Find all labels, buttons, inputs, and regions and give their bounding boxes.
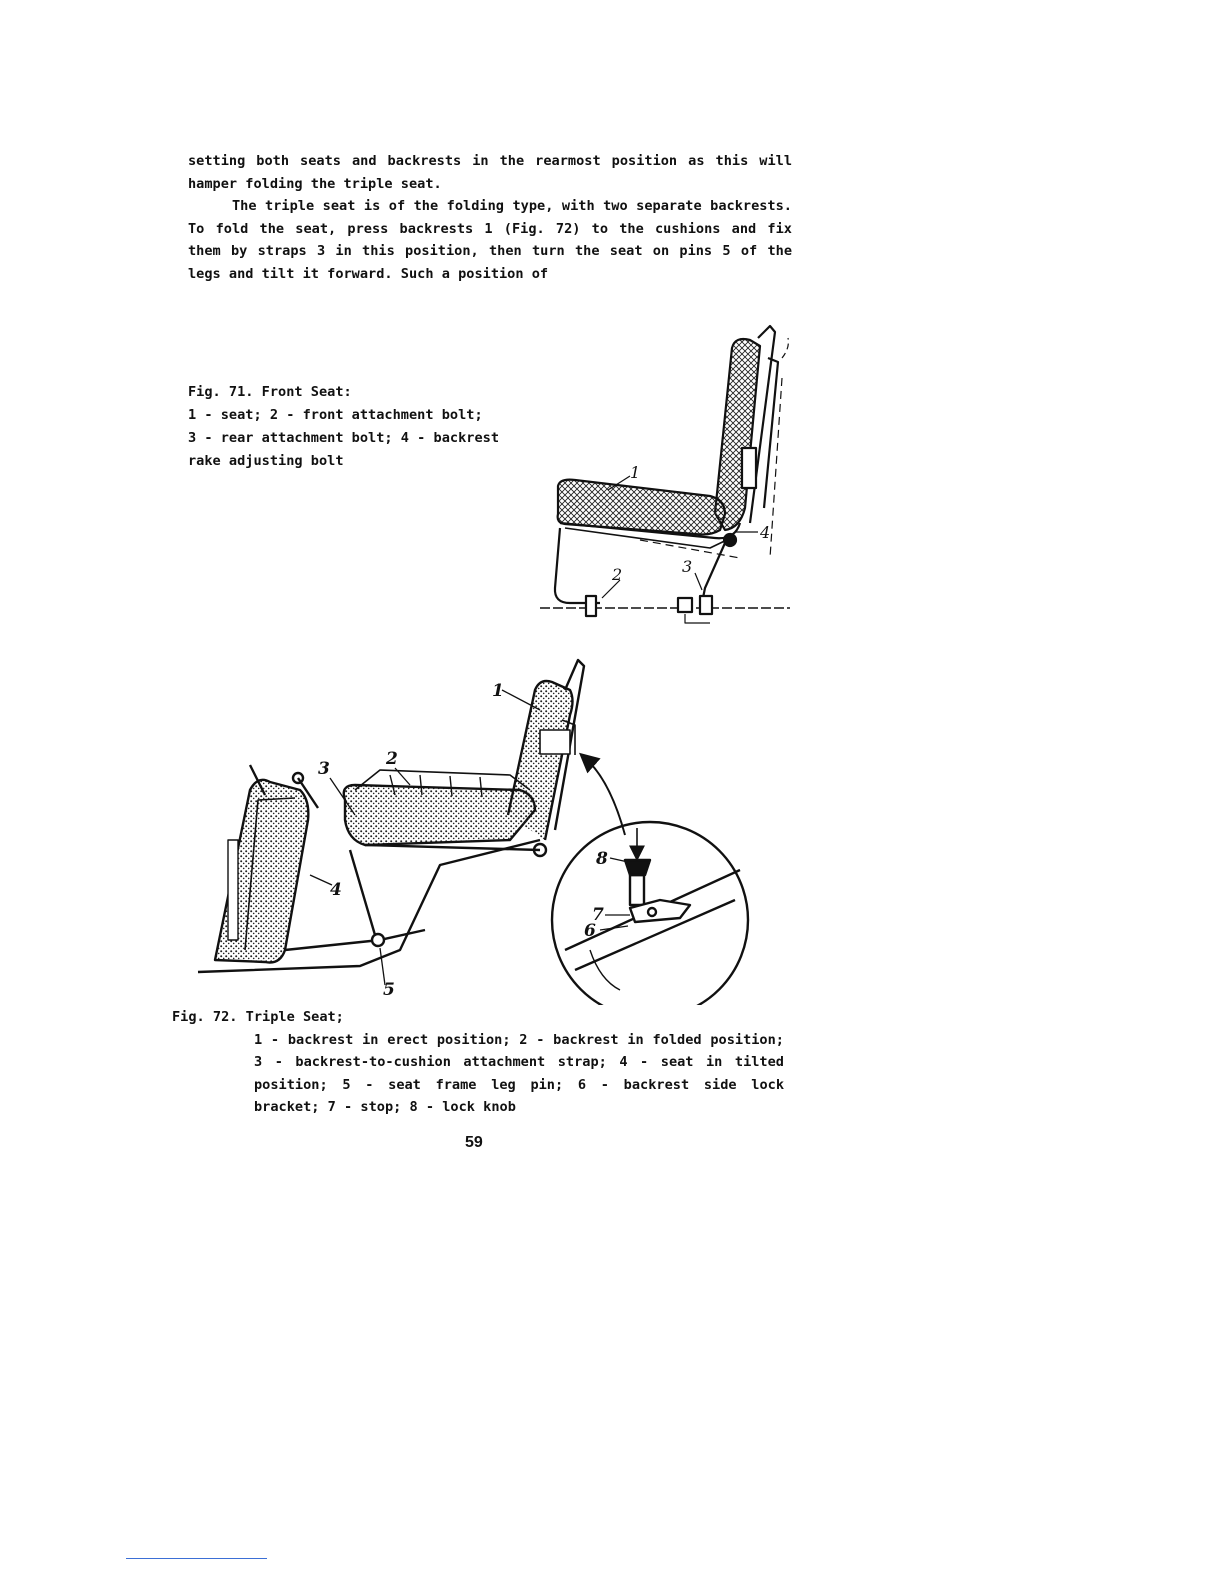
figure-72-caption-body: 1 - backrest in erect position; 2 - backrest in folded position; 3 - backrest-to-cushion attachment strap; 4 - seat in tilted position; 5 - seat frame leg pin; 6 - backrest side lock bracket; 7 - stop; 8 - lock knob xyxy=(254,1031,784,1115)
figure-71-label: 2 xyxy=(612,565,623,584)
figure-72-label: 4 xyxy=(330,880,342,900)
figure-72-triple-seat-drawing xyxy=(190,650,760,1005)
figure-72-label: 5 xyxy=(383,980,395,1000)
figure-72-label: 6 xyxy=(584,921,596,941)
figure-72-label: 2 xyxy=(386,749,398,769)
figure-72-label: 8 xyxy=(596,849,608,869)
figure-71-label: 3 xyxy=(682,557,693,576)
figure-71-caption-line: 1 - seat; 2 - front attachment bolt; xyxy=(188,407,483,423)
figure-71-caption xyxy=(188,381,548,473)
figure-72-caption-title: Fig. 72. Triple Seat; xyxy=(172,1009,344,1025)
figure-71-label: 1 xyxy=(630,463,641,482)
figure-72-label: 1 xyxy=(492,681,504,701)
figure-72-caption xyxy=(172,1006,792,1119)
figure-71-caption-line: 3 - rear attachment bolt; 4 - backrest xyxy=(188,430,499,446)
page-number: 59 xyxy=(465,1134,483,1151)
figure-71-label: 4 xyxy=(760,523,771,542)
figure-71-front-seat-drawing xyxy=(520,318,810,628)
figure-72-label: 3 xyxy=(318,759,330,779)
body-text xyxy=(188,150,792,286)
figure-71-caption-line: rake adjusting bolt xyxy=(188,453,344,469)
paragraph-1: setting both seats and backrests in the rearmost position as this will hamper folding the triple seat. xyxy=(188,153,792,192)
footnote-divider xyxy=(126,1558,267,1559)
figure-72-label: 7 xyxy=(592,905,604,925)
figure-71-caption-title: Fig. 71. Front Seat: xyxy=(188,384,352,400)
paragraph-2: The triple seat is of the folding type, with two separate backrests. To fold the seat, press backrests 1 (Fig. 72) to the cushions and fix them by straps 3 in this position, then turn the seat on pins 5 of the legs and tilt it forward. Such a position of xyxy=(188,198,792,282)
